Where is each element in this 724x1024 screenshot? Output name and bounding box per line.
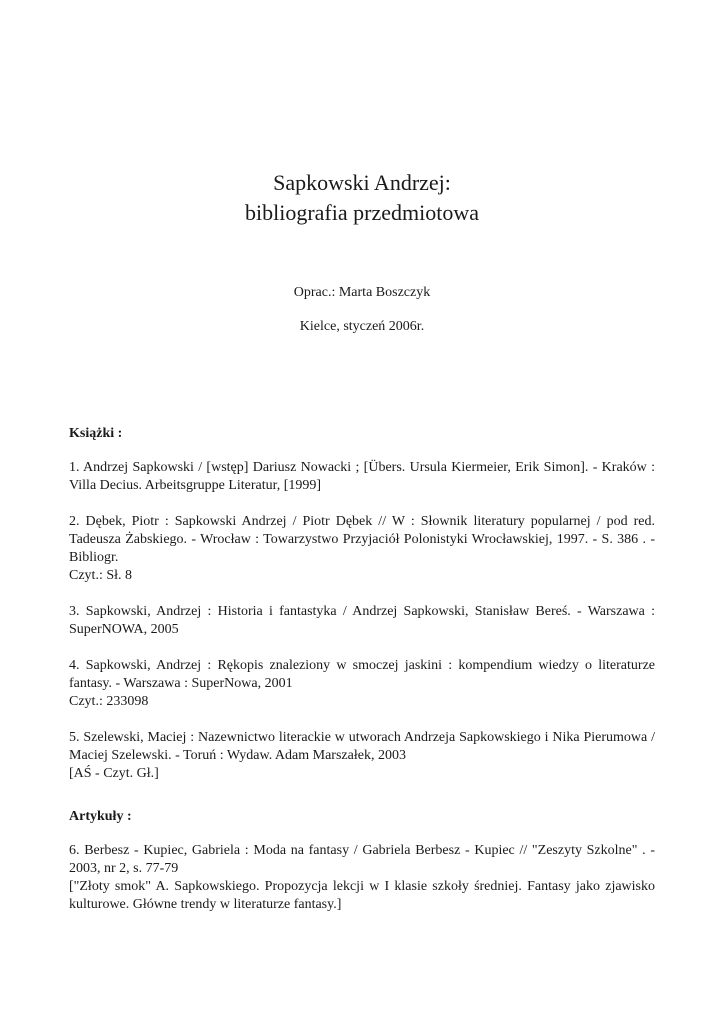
place-date-line: Kielce, styczeń 2006r. (299, 319, 425, 334)
entry-note: [AŚ - Czyt. Gł.] (69, 766, 159, 781)
books-section (69, 425, 655, 801)
entry-text: 3. Sapkowski, Andrzej : Historia i fantastyka / Andrzej Sapkowski, Stanisław Bereś. - Warszawa : SuperNOWA, 2005 (69, 604, 655, 637)
entry-text: 5. Szelewski, Maciej : Nazewnictwo literackie w utworach Andrzeja Sapkowskiego i Nika Pierumowa / Maciej Szelewski. - Toruń : Wydaw. Adam Marszałek, 2003 (69, 730, 655, 763)
book-entry-2 (69, 513, 655, 585)
entry-note: Czyt.: 233098 (69, 694, 149, 709)
articles-heading: Artykuły : (69, 809, 132, 824)
articles-section (69, 808, 655, 932)
entry-note: Czyt.: Sł. 8 (69, 568, 133, 583)
book-entry-4 (69, 657, 655, 711)
books-heading: Książki : (69, 426, 123, 441)
document-title (0, 168, 724, 228)
entry-text: 4. Sapkowski, Andrzej : Rękopis znaleziony w smoczej jaskini : kompendium wiedzy o literaturze fantasy. - Warszawa : SuperNowa, 2001 (69, 658, 655, 691)
article-entry-6 (69, 842, 655, 914)
author-line: Oprac.: Marta Boszczyk (293, 285, 431, 300)
entry-text: 1. Andrzej Sapkowski / [wstęp] Dariusz Nowacki ; [Übers. Ursula Kiermeier, Erik Simon]. - Kraków : Villa Decius. Arbeitsgruppe Literatur, [1999] (69, 460, 655, 493)
book-entry-5 (69, 729, 655, 783)
entry-text: 6. Berbesz - Kupiec, Gabriela : Moda na fantasy / Gabriela Berbesz - Kupiec // "Zeszyty Szkolne" . - 2003, nr 2, s. 77-79 (69, 843, 655, 876)
book-entry-3 (69, 603, 655, 639)
entry-text: 2. Dębek, Piotr : Sapkowski Andrzej / Piotr Dębek // W : Słownik literatury popularnej / pod red. Tadeusza Żabskiego. - Wrocław : Towarzystwo Przyjaciół Polonistyki Wrocławskiej, 1997. - S. 386 . - Bibliogr. (69, 514, 655, 565)
title-line-2: bibliografia przedmiotowa (245, 200, 479, 225)
book-entry-1 (69, 459, 655, 495)
entry-note: ["Złoty smok" A. Sapkowskiego. Propozycja lekcji w I klasie szkoły średniej. Fantasy jako zjawisko kulturowe. Główne trendy w literaturze fantasy.] (69, 879, 655, 912)
title-line-1: Sapkowski Andrzej: (273, 170, 451, 195)
